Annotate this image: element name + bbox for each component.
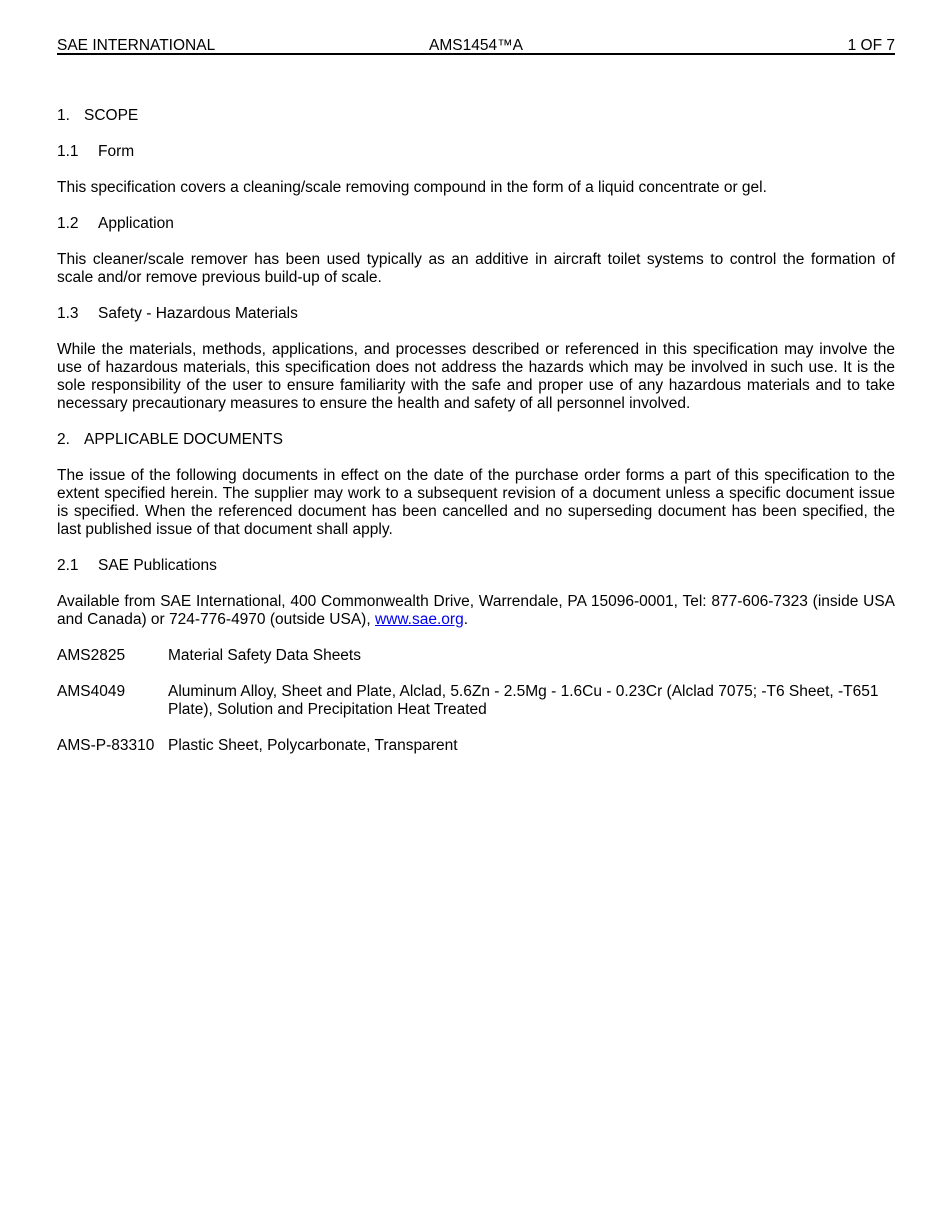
section-heading-sae-publications <box>57 557 895 575</box>
paragraph-safety: While the materials, methods, applications, and processes described or referenced in this specification may involve the use of hazardous materials, this specification does not address the hazards which may be involved in such use. It is the sole responsibility of the user to ensure familiarity with the safe and proper use of any hazardous materials and to take necessary precautionary measures to ensure the health and safety of all personnel involved. <box>57 341 895 412</box>
section-heading-applicable-documents <box>57 431 895 449</box>
section-title: Application <box>98 215 174 232</box>
publisher-name: SAE INTERNATIONAL <box>57 37 216 54</box>
section-heading-safety <box>57 305 895 323</box>
section-number: 2. <box>57 431 70 448</box>
document-number: AMS1454™A <box>429 37 523 54</box>
reference-row <box>57 683 895 719</box>
document-body <box>57 55 895 755</box>
paragraph-sae-availability <box>57 593 895 629</box>
section-number: 1.2 <box>57 215 79 232</box>
section-number: 1.1 <box>57 143 79 160</box>
paragraph-application: This cleaner/scale remover has been used typically as an additive in aircraft toilet systems to control the formation of scale and/or remove previous build-up of scale. <box>57 251 895 286</box>
reference-code: AMS-P-83310 <box>57 737 155 754</box>
reference-title: Plastic Sheet, Polycarbonate, Transparent <box>168 737 458 754</box>
section-heading-form <box>57 143 895 161</box>
reference-title: Aluminum Alloy, Sheet and Plate, Alclad, 5.6Zn - 2.5Mg - 1.6Cu - 0.23Cr (Alclad 7075; -T6 Sheet, -T651 Plate), Solution and Precipitation Heat Treated <box>168 683 879 718</box>
section-title: SCOPE <box>84 107 139 124</box>
section-title: SAE Publications <box>98 557 217 574</box>
section-number: 2.1 <box>57 557 79 574</box>
reference-code: AMS2825 <box>57 647 126 664</box>
reference-list <box>57 647 895 755</box>
paragraph-form: This specification covers a cleaning/scale removing compound in the form of a liquid concentrate or gel. <box>57 179 767 196</box>
section-title: Safety - Hazardous Materials <box>98 305 298 322</box>
page-content <box>57 0 895 773</box>
reference-row <box>57 737 895 755</box>
section-number: 1.3 <box>57 305 79 322</box>
reference-code: AMS4049 <box>57 683 126 700</box>
section-title: Form <box>98 143 135 160</box>
section-title: APPLICABLE DOCUMENTS <box>84 431 283 448</box>
reference-title: Material Safety Data Sheets <box>168 647 361 664</box>
page-indicator: 1 OF 7 <box>847 37 895 54</box>
section-number: 1. <box>57 107 70 124</box>
sae-website-link[interactable]: www.sae.org <box>374 611 464 628</box>
page-header <box>57 0 895 55</box>
availability-text-end: . <box>463 611 468 628</box>
paragraph-applicable-documents: The issue of the following documents in effect on the date of the purchase order forms a part of this specification to the extent specified herein. The supplier may work to a subsequent revision of a document unless a specific document issue is specified. When the referenced document has been cancelled and no superseding document has been specified, the last published issue of that document shall apply. <box>57 467 895 538</box>
section-heading-application <box>57 215 895 233</box>
reference-row <box>57 647 895 665</box>
section-heading-scope <box>57 107 895 125</box>
availability-text: Available from SAE International, 400 Commonwealth Drive, Warrendale, PA 15096-0001, Tel: 877-606-7323 (inside USA and Canada) or 724-776-4970 (outside USA), <box>57 593 895 628</box>
